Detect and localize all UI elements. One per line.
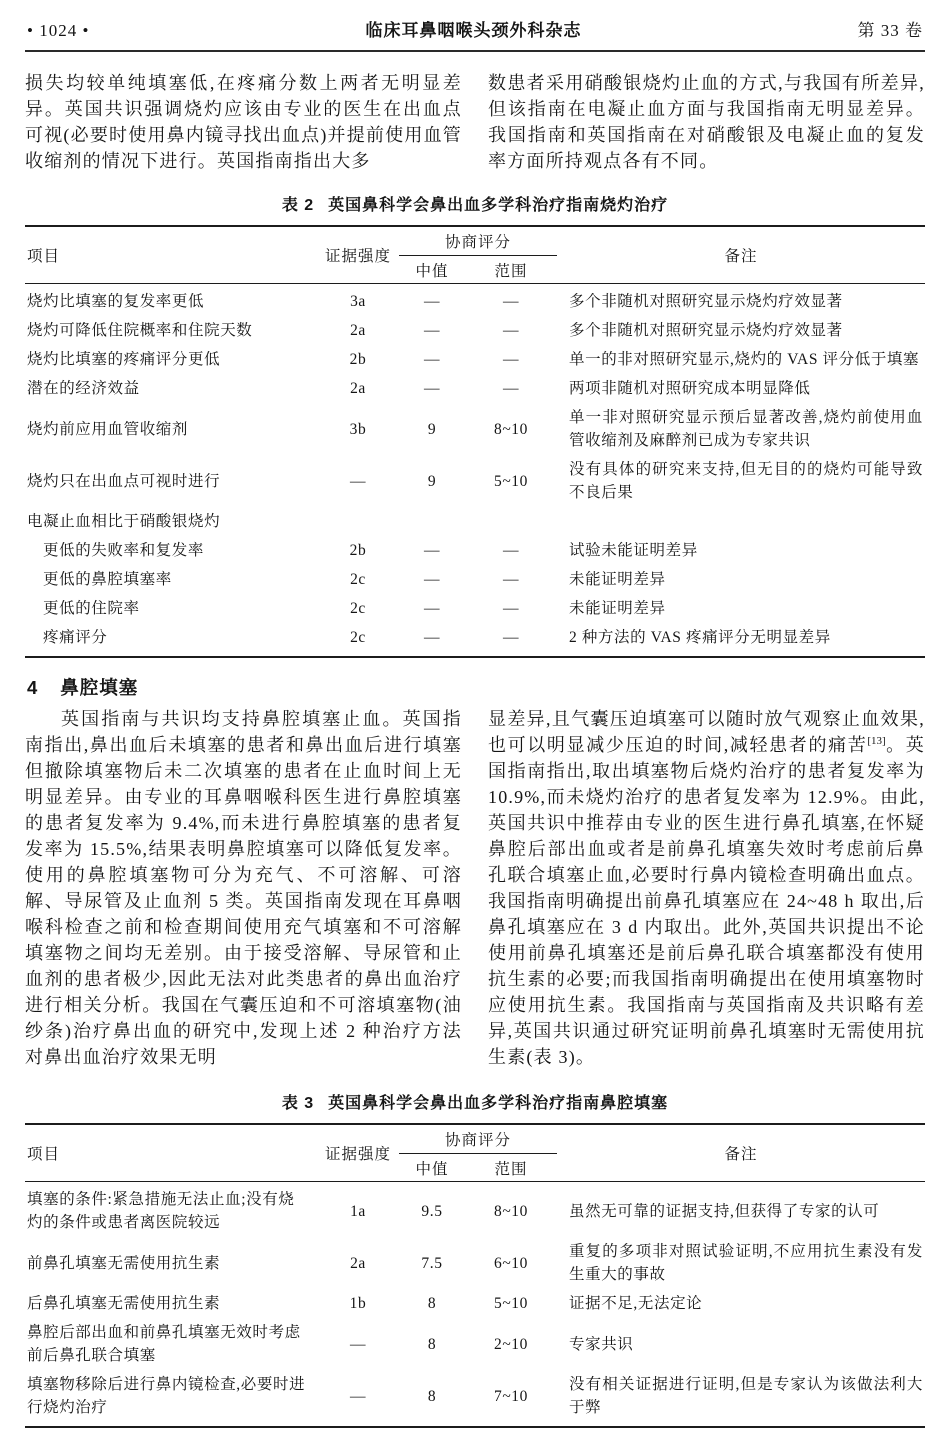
cell-evidence — [317, 519, 399, 525]
cell-evidence: — — [349, 1387, 367, 1405]
volume-label: 第 33 卷 — [857, 21, 923, 40]
cell-median: 9 — [427, 472, 437, 490]
cell-item: 潜在的经济效益 — [27, 380, 140, 397]
section4-number: 4 — [27, 677, 39, 698]
cell-median: 8 — [427, 1295, 437, 1312]
cell-range: 8~10 — [493, 1202, 529, 1220]
cell-evidence: 2b — [349, 542, 367, 559]
table3 — [25, 1123, 925, 1428]
table-row — [25, 345, 925, 374]
table2-col-evidence: 证据强度 — [324, 248, 391, 265]
cell-median: 7.5 — [421, 1254, 443, 1272]
table-row — [25, 1185, 925, 1237]
table-row — [25, 287, 925, 316]
table2-col-negotiation-label: 协商评分 — [399, 229, 557, 256]
cell-evidence: 2c — [350, 600, 366, 617]
cell-item: 更低的鼻腔填塞率 — [43, 571, 172, 588]
cell-range: 2~10 — [493, 1335, 529, 1353]
cell-evidence: 1b — [349, 1295, 367, 1312]
section4-title: 鼻腔填塞 — [60, 677, 139, 698]
cell-range: — — [502, 600, 520, 617]
cell-item: 填塞的条件:紧急措施无法止血;没有烧灼的条件或患者离医院较远 — [27, 1191, 295, 1231]
section4-right-paragraph: 显差异,且气囊压迫填塞可以随时放气观察止血效果,也可以明显减少压迫的时间,减轻患者的痛苦[13]。英国指南指出,取出填塞物后烧灼治疗的患者复发率为 10.9%,而未烧灼治疗的患者复发率为 12.9%。由此,英国共识中推荐由专业的医生进行鼻孔填塞,在怀疑鼻腔后部出血或者是前鼻孔填塞失效时考虑前后鼻孔联合填塞止血,必要时行鼻内镜检查明确出血点。我国指南明确提出前鼻孔填塞应在 24~48 h 取出,后鼻孔填塞应在 3 d 内取出。此外,英国共识提出不论使用前鼻孔填塞还是前后鼻孔联合填塞都没有使用抗生素的必要;而我国指南明确提出在使用填塞物时应使用抗生素。我国指南与英国指南及共识略有差异,英国共识通过研究证明前鼻孔填塞时无需使用抗生素(表 3)。 — [488, 709, 926, 1067]
cell-item: 后鼻孔填塞无需使用抗生素 — [27, 1295, 221, 1312]
cell-range: — — [502, 571, 520, 588]
intro-right-paragraph: 数患者采用硝酸银烧灼止血的方式,与我国有所差异,但该指南在电凝止血方面与我国指南无明显差异。我国指南和英国指南在对硝酸银及电凝止血的复发率方面所持观点各有不同。 — [488, 73, 925, 171]
cell-evidence: 1a — [350, 1202, 366, 1220]
table3-col-median: 中值 — [415, 1161, 449, 1178]
cell-median: — — [423, 351, 441, 368]
intro-left-column — [25, 70, 462, 174]
table3-col-remark: 备注 — [724, 1146, 758, 1163]
table2-caption — [25, 192, 925, 215]
table3-col-range: 范围 — [494, 1161, 528, 1178]
cell-remark: 证据不足,无法定论 — [569, 1295, 703, 1312]
running-head — [25, 12, 925, 52]
cell-range — [465, 519, 557, 525]
table-row — [25, 374, 925, 403]
cell-range: — — [502, 293, 520, 310]
intro-right-column — [488, 70, 925, 174]
cell-evidence: 2c — [350, 629, 366, 646]
table-group-row — [25, 507, 925, 536]
intro-text-block — [25, 70, 925, 174]
table3-caption-label: 表 3 — [281, 1095, 315, 1112]
cell-evidence: 2b — [349, 351, 367, 368]
table2 — [25, 225, 925, 658]
table-row — [25, 594, 925, 623]
table3-header — [25, 1125, 925, 1182]
section4-heading — [27, 674, 925, 700]
cell-remark: 没有具体的研究来支持,但无目的的烧灼可能导致不良后果 — [569, 461, 923, 501]
section4-text-block — [25, 706, 925, 1070]
cell-median: — — [423, 600, 441, 617]
cell-item: 前鼻孔填塞无需使用抗生素 — [27, 1254, 221, 1272]
cell-remark: 专家共识 — [569, 1335, 634, 1353]
cell-median: — — [423, 571, 441, 588]
cell-evidence: — — [349, 1335, 367, 1353]
cell-evidence: 2a — [350, 322, 366, 339]
cell-remark: 单一非对照研究显示预后显著改善,烧灼前使用血管收缩剂及麻醉剂已成为专家共识 — [569, 409, 923, 449]
table3-caption-text: 英国鼻科学会鼻出血多学科治疗指南鼻腔填塞 — [328, 1095, 669, 1112]
cell-evidence: 3a — [350, 293, 366, 310]
cell-median: — — [423, 542, 441, 559]
cell-remark: 没有相关证据进行证明,但是专家认为该做法利大于弊 — [569, 1376, 923, 1416]
cell-item: 更低的失败率和复发率 — [43, 542, 205, 559]
cell-evidence: 2a — [350, 1254, 366, 1272]
cell-remark: 未能证明差异 — [569, 600, 666, 617]
cell-evidence: 2a — [350, 380, 366, 397]
cell-item: 电凝止血相比于硝酸银烧灼 — [27, 513, 221, 530]
cell-item: 更低的住院率 — [43, 600, 140, 617]
cell-median: 8 — [427, 1387, 437, 1405]
table2-col-median: 中值 — [415, 263, 449, 280]
table3-col-evidence: 证据强度 — [324, 1146, 391, 1163]
table2-header — [25, 227, 925, 284]
cell-remark: 重复的多项非对照试验证明,不应用抗生素没有发生重大的事故 — [569, 1243, 923, 1283]
reference-13: [13] — [867, 735, 886, 747]
cell-median: — — [423, 380, 441, 397]
cell-item: 烧灼前应用血管收缩剂 — [27, 420, 189, 438]
table-row — [25, 565, 925, 594]
page-number: • 1024 • — [27, 21, 90, 40]
cell-median — [399, 519, 465, 525]
table-row — [25, 1318, 925, 1370]
cell-median: 9 — [427, 420, 437, 438]
cell-range: 5~10 — [493, 472, 529, 490]
cell-range: — — [502, 322, 520, 339]
cell-remark: 未能证明差异 — [569, 571, 666, 588]
table3-col-negotiation-label: 协商评分 — [399, 1127, 557, 1154]
cell-range: — — [502, 380, 520, 397]
cell-remark: 多个非随机对照研究显示烧灼疗效显著 — [569, 293, 843, 310]
table-row — [25, 316, 925, 345]
cell-median: — — [423, 293, 441, 310]
table2-caption-label: 表 2 — [281, 197, 315, 214]
cell-median: — — [423, 629, 441, 646]
table2-col-range: 范围 — [494, 263, 528, 280]
cell-item: 烧灼只在出血点可视时进行 — [27, 472, 221, 490]
cell-range: 8~10 — [493, 420, 529, 438]
table-row — [25, 1289, 925, 1318]
cell-range: 5~10 — [493, 1295, 529, 1312]
cell-remark: 试验未能证明差异 — [569, 542, 698, 559]
cell-item: 烧灼比填塞的疼痛评分更低 — [27, 351, 221, 368]
table2-col-item: 项目 — [27, 248, 61, 265]
table2-rows — [25, 284, 925, 656]
cell-remark — [557, 519, 925, 525]
cell-evidence: 3b — [349, 420, 367, 438]
cell-item: 烧灼比填塞的复发率更低 — [27, 293, 205, 310]
table2-col-remark: 备注 — [724, 248, 758, 265]
cell-remark: 两项非随机对照研究成本明显降低 — [569, 380, 811, 397]
section4-right-column — [488, 706, 925, 1070]
cell-item: 疼痛评分 — [43, 629, 108, 646]
table-row — [25, 1237, 925, 1289]
journal-title: 临床耳鼻咽喉头颈外科杂志 — [365, 21, 582, 40]
cell-range: 6~10 — [493, 1254, 529, 1272]
table3-col-item: 项目 — [27, 1146, 61, 1163]
cell-range: 7~10 — [493, 1387, 529, 1405]
cell-item: 填塞物移除后进行鼻内镜检查,必要时进行烧灼治疗 — [27, 1376, 306, 1416]
cell-remark: 多个非随机对照研究显示烧灼疗效显著 — [569, 322, 843, 339]
section4-left-paragraph: 英国指南与共识均支持鼻腔填塞止血。英国指南指出,鼻出血后未填塞的患者和鼻出血后进行填塞但撤除填塞物后未二次填塞的患者在止血时间上无明显差异。由专业的耳鼻咽喉科医生进行鼻腔填塞的患者复发率为 9.4%,而未进行鼻腔填塞的患者复发率为 15.5%,结果表明鼻腔填塞可以降低复发率。使用的鼻腔填塞物可分为充气、不可溶解、可溶解、导尿管及止血剂 5 类。英国指南发现在耳鼻咽喉科检查之前和检查期间使用充气填塞和不可溶解填塞物之间均无差别。由于接受溶解、导尿管和止血剂的患者极少,因此无法对此类患者的鼻出血治疗进行相关分析。我国在气囊压迫和不可溶填塞物(油纱条)治疗鼻出血的研究中,发现上述 2 种治疗方法对鼻出血治疗效果无明 — [25, 709, 462, 1067]
cell-remark: 虽然无可靠的证据支持,但获得了专家的认可 — [569, 1202, 880, 1220]
table-row — [25, 403, 925, 455]
cell-range: — — [502, 629, 520, 646]
table3-rows — [25, 1182, 925, 1426]
cell-item: 烧灼可降低住院概率和住院天数 — [27, 322, 253, 339]
table-row — [25, 536, 925, 565]
cell-evidence: — — [349, 472, 367, 490]
cell-item: 鼻腔后部出血和前鼻孔填塞无效时考虑前后鼻孔联合填塞 — [27, 1324, 301, 1364]
intro-left-paragraph: 损失均较单纯填塞低,在疼痛分数上两者无明显差异。英国共识强调烧灼应该由专业的医生在出血点可视(必要时使用鼻内镜寻找出血点)并提前使用血管收缩剂的情况下进行。英国指南指出大多 — [25, 73, 462, 171]
cell-range: — — [502, 542, 520, 559]
table-row — [25, 455, 925, 507]
section4-left-column — [25, 706, 462, 1070]
cell-median: — — [423, 322, 441, 339]
table2-col-negotiation — [399, 229, 557, 281]
table3-col-negotiation — [399, 1127, 557, 1179]
cell-evidence: 2c — [350, 571, 366, 588]
cell-range: — — [502, 351, 520, 368]
cell-remark: 2 种方法的 VAS 疼痛评分无明显差异 — [569, 629, 831, 646]
cell-remark: 单一的非对照研究显示,烧灼的 VAS 评分低于填塞 — [569, 351, 920, 368]
table-row — [25, 623, 925, 652]
table2-caption-text: 英国鼻科学会鼻出血多学科治疗指南烧灼治疗 — [328, 197, 669, 214]
cell-median: 9.5 — [421, 1202, 443, 1220]
table3-caption — [25, 1090, 925, 1113]
cell-median: 8 — [427, 1335, 437, 1353]
table-row — [25, 1370, 925, 1422]
